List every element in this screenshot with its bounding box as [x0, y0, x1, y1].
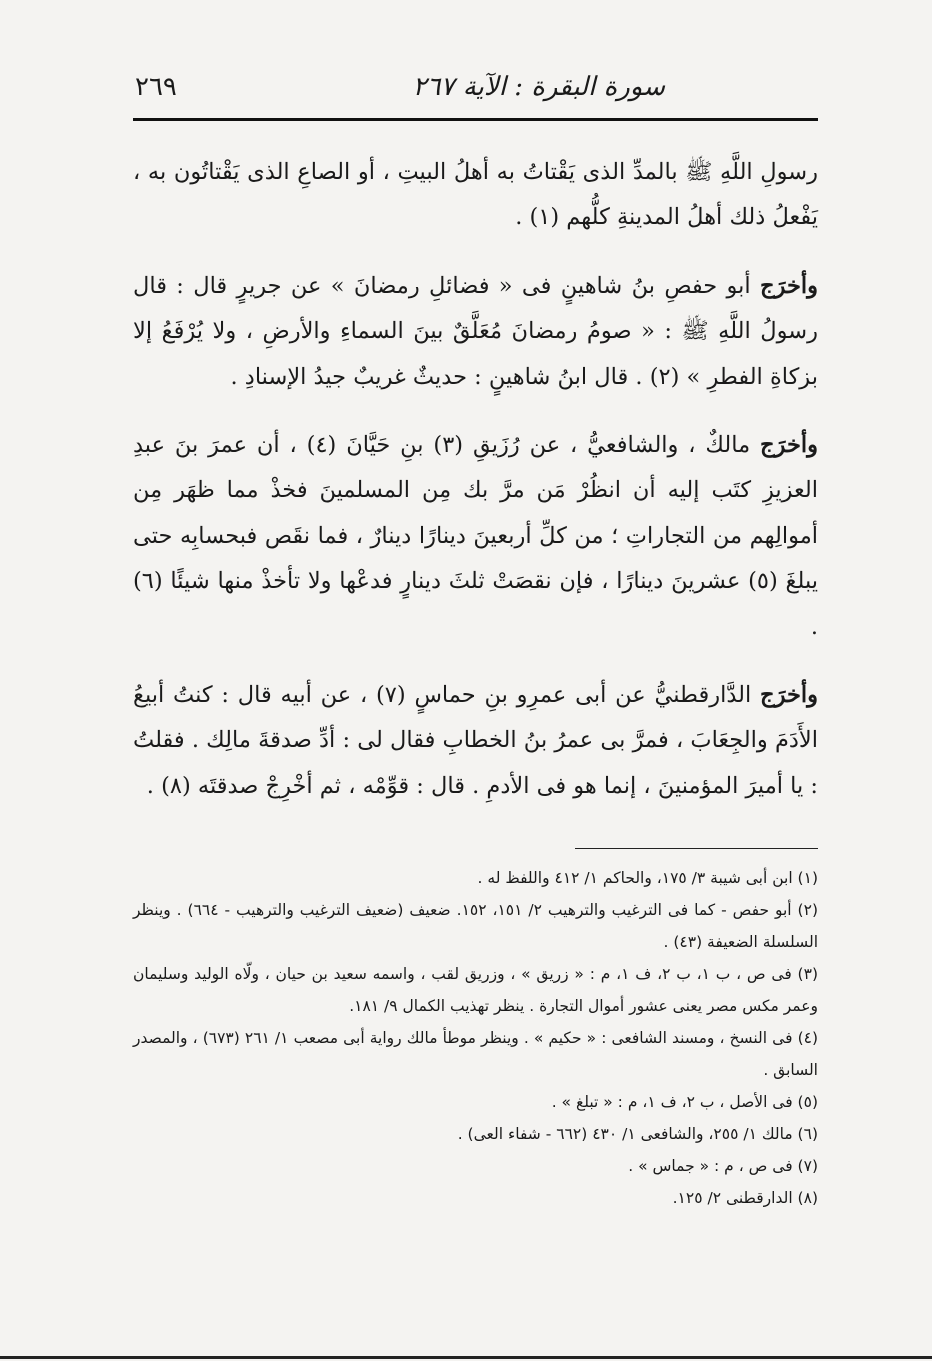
footnote-5: (٥) فى الأصل ، ب ٢، ف ١، م : « تبلغ » . [551, 1093, 818, 1111]
page-number: ٢٦٩ [135, 72, 177, 102]
paragraph-1 [133, 150, 818, 241]
footnote-2: (٢) أبو حفص - كما فى الترغيب والترهيب ٢/ ١٥١، ١٥٢. ضعيف (ضعيف الترغيب والترهيب - ٦٦٤) . وينظر السلسلة الضعيفة (٤٣) . [133, 901, 818, 951]
footnotes [133, 862, 818, 1214]
footnote-3: (٣) فى ص ، ب ١، ب ٢، ف ١، م : « زريق » ، وزريق لقب ، واسمه سعيد بن حيان ، ولّاه الوليد وسليمان وعمر مكس مصر يعنى عشور أموال التجارة . ينظر تهذيب الكمال ٩/ ١٨١. [133, 965, 818, 1015]
paragraph-text: أبو حفصِ بنُ شاهينٍ فى « فضائلِ رمضانَ » عن جريرٍ قال : قال رسولُ اللَّهِ ﷺ : « صومُ رمضانَ مُعَلَّقٌ بينَ السماءِ والأرضِ ، ولا يُرْفَعُ إلا بزكاةِ الفطرِ » (٢) . قال ابنُ شاهينٍ : حديثٌ غريبٌ جيدُ الإسنادِ . [133, 272, 818, 390]
paragraph-3 [133, 423, 818, 650]
paragraph-text: الدَّارقطنيُّ عن أبى عمرِو بنِ حماسٍ (٧) ، عن أبيه قال : كنتُ أبيعُ الأَدَمَ والجِعَابَ ، فمرَّ بى عمرُ بنُ الخطابِ فقال لى : أدِّ صدقةَ مالِك . فقلتُ : يا أميرَ المؤمنينَ ، إنما هو فى الأدمِ . قال : قوِّمْه ، ثم أخْرِجْ صدقتَه (٨) . [133, 682, 818, 799]
paragraph-2 [133, 264, 818, 400]
paragraph-lead: وأخرَج [760, 272, 818, 299]
scan-edge-line [0, 1356, 932, 1359]
paragraph-lead: وأخرَج [760, 432, 818, 459]
footnote-7: (٧) فى ص ، م : « جماس » . [628, 1157, 818, 1175]
main-text [133, 150, 818, 832]
footnote-1: (١) ابن أبى شيبة ٣/ ١٧٥، والحاكم ١/ ٤١٢ واللفظ له . [477, 869, 818, 887]
paragraph-4 [133, 673, 818, 809]
footnote-4: (٤) فى النسخ ، ومسند الشافعى : « حكيم » . وينظر موطأ مالك رواية أبى مصعب ١/ ٢٦١ (٦٧٣) ، والمصدر السابق . [133, 1029, 819, 1079]
paragraph-lead: وأخرَج [760, 682, 819, 709]
footnote-rule [575, 848, 818, 849]
paragraph-text: رسولِ اللَّهِ ﷺ بالمدِّ الذى يَقْتاتُ به أهلُ البيتِ ، أو الصاعِ الذى يَقْتاتُون به ، يَفْعلُ ذلك أهلُ المدينةِ كلُّهم (١) . [133, 159, 818, 231]
paragraph-text: مالكٌ ، والشافعيُّ ، عن رُزَيقِ (٣) بنِ حَيَّانَ (٤) ، أن عمرَ بنَ عبدِ العزيزِ كتَب إليه أن انظُرْ مَن مرَّ بك مِن المسلمينَ فخذْ مما ظهَر مِن أموالِهم من التجاراتِ ؛ من كلِّ أربعينَ دينارًا دينارٌ ، فما نقَص فبحسابِه حتى يبلغَ (٥) عشرينَ دينارًا ، فإن نقصَتْ ثلثَ دينارٍ فدعْها ولا تأخذْ منها شيئًا (٦) . [133, 432, 819, 640]
page-header [135, 72, 815, 108]
header-rule [133, 118, 818, 121]
footnote-8: (٨) الدارقطنى ٢/ ١٢٥. [672, 1189, 818, 1207]
running-title: سورة البقرة : الآية ٢٦٧ [412, 72, 665, 102]
footnote-6: (٦) مالك ١/ ٢٥٥، والشافعى ١/ ٤٣٠ (٦٦٢ - شفاء العى) . [457, 1125, 818, 1143]
